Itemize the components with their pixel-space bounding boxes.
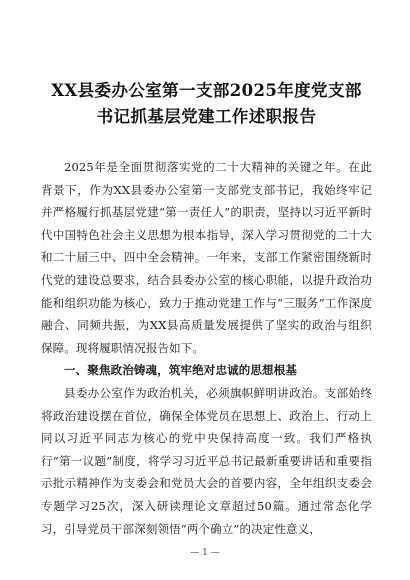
document-title-line-1: XX县委办公室第一支部2025年度党支部 (51, 81, 362, 100)
section-1-paragraph: 县委办公室作为政治机关，必须旗帜鲜明讲政治。支部始终将政治建设摆在首位，确保全体党员在思想上、政治上、行动上同以习近平同志为核心的党中央保持高度一致。我们严格执行“第一议题”制度，将学习习近平总书记最新重要讲话和重要指示批示精神作为支委会和党员大会的首要内容，全年组织支委会专题学习25次，深入研读理论文章超过50篇。通过常态化学习，引导党员干部深刻领悟“两个确立”的决定性意义， (41, 385, 372, 536)
intro-paragraph: 2025年是全面贯彻落实党的二十大精神的关键之年。在此背景下，作为XX县委办公室第一支部党支部书记，我始终牢记并严格履行抓基层党建“第一责任人”的职责，坚持以习近平新时代中国特色社会主义思想为根本指导，深入学习贯彻党的二十大和二十届三中、四中全会精神。一年来，支部工作紧密围绕新时代党的建设总要求，结合县委办公室的核心职能，以提升政治功能和组织功能为核心，致力于推动党建工作与“三服务”工作深度融合、同频共振，为XX县高质量发展提供了坚实的政治与组织保障。现将履职情况报告如下。 (41, 160, 372, 355)
title-spacer (41, 130, 372, 156)
page-number: — 1 — (190, 548, 220, 558)
document-title-line-2: 书记抓基层党建工作述职报告 (96, 107, 317, 126)
document-title (41, 78, 372, 130)
section-1-heading: 一、聚焦政治铸魂，筑牢绝对忠诚的思想根基 (64, 363, 297, 378)
